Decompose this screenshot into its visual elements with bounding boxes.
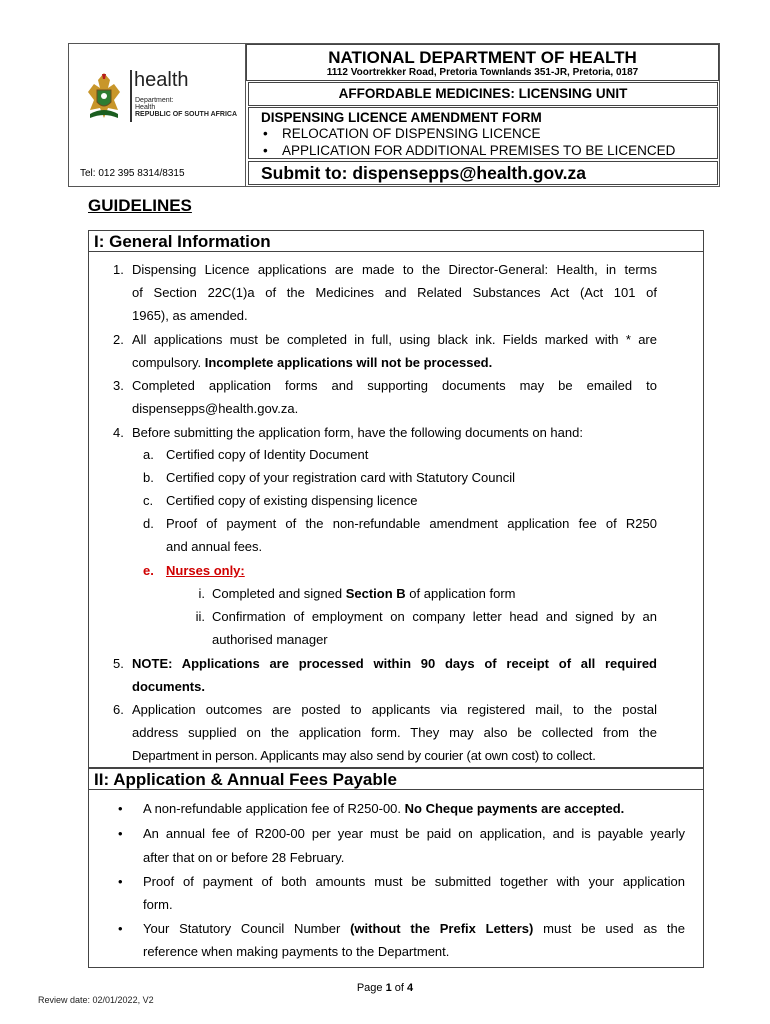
fee-annual-line2: after that on or before 28 February. <box>143 850 345 865</box>
form-type-list <box>259 125 717 159</box>
logo-dept-line1: Department: <box>135 97 174 104</box>
page-current: 1 <box>385 982 392 994</box>
item-3-email: dispensepps@health.gov.za. <box>132 401 299 416</box>
roman-label: i. <box>198 586 205 601</box>
item-number: 5. <box>113 656 124 671</box>
item-5-line2: documents. <box>132 679 205 694</box>
page-number <box>0 982 770 994</box>
item-1-line2: of Section 22C(1)a of the Medicines and Related Substances Act (Act 101 of <box>132 285 657 300</box>
item-2-text: compulsory. <box>132 355 205 370</box>
logo-dept-line3: REPUBLIC OF SOUTH AFRICA <box>135 111 238 118</box>
fee-reference-line1 <box>143 917 685 941</box>
item-2-line1: All applications must be completed in full, using black ink. Fields marked with * are <box>132 332 657 347</box>
logo-wordmark: health <box>134 69 189 91</box>
submit-box <box>248 161 718 185</box>
page-text: of <box>391 982 408 994</box>
sub-label: a. <box>143 447 154 462</box>
sub-label: d. <box>143 516 154 531</box>
form-title: DISPENSING LICENCE AMENDMENT FORM <box>261 110 542 125</box>
item-number: 2. <box>113 332 124 347</box>
fee-text: A non-refundable application fee of R250-00. <box>143 801 405 816</box>
item-1-line3: 1965), as amended. <box>132 308 248 323</box>
item-1-line1: Dispensing Licence applications are made to the Director-General: Health, in terms <box>132 262 657 277</box>
dept-address: 1112 Voortrekker Road, Pretoria Townlands 351-JR, Pretoria, 0187 <box>326 67 639 78</box>
dept-title-box <box>246 44 719 81</box>
item-number: 6. <box>113 702 124 717</box>
logo-divider <box>130 70 132 122</box>
nurses-employment-line1: Confirmation of employment on company letter head and signed by an <box>212 609 657 624</box>
section-heading: I: General Information <box>89 230 703 252</box>
nurses-only-heading: Nurses only: <box>166 563 245 578</box>
fee-text: Your Statutory Council Number <box>143 921 351 936</box>
bullet-icon: • <box>118 826 123 841</box>
sub-label: e. <box>143 563 154 578</box>
nurses-text: of application form <box>405 586 516 601</box>
unit-box <box>248 82 718 106</box>
page-text: Page <box>356 982 386 994</box>
fee-prefix-note: (without the Prefix Letters) <box>350 921 534 936</box>
doc-licence: Certified copy of existing dispensing licence <box>166 493 418 508</box>
item-6-line2: address supplied on the application form. They may also be collected from the <box>132 725 657 740</box>
coat-of-arms-icon <box>80 70 128 122</box>
item-number: 3. <box>113 378 124 393</box>
item-6-line1: Application outcomes are posted to applicants via registered mail, to the postal <box>132 702 657 717</box>
doc-identity: Certified copy of Identity Document <box>166 447 369 462</box>
item-3-line1: Completed application forms and supporting documents may be emailed to <box>132 378 657 393</box>
bullet-icon: • <box>118 801 123 816</box>
item-2-line2 <box>132 351 492 374</box>
fee-reference-line2: reference when making payments to the Department. <box>143 944 450 959</box>
fee-no-cheque: No Cheque payments are accepted. <box>404 801 625 816</box>
form-type-item: • RELOCATION OF DISPENSING LICENCE <box>259 125 717 142</box>
section-b-ref: Section B <box>345 586 406 601</box>
item-number: 4. <box>113 425 124 440</box>
fee-proof-line2: form. <box>143 897 173 912</box>
nurses-text: Completed and signed <box>212 586 346 601</box>
item-number: 1. <box>113 262 124 277</box>
page-total: 4 <box>407 982 414 994</box>
dept-title: NATIONAL DEPARTMENT OF HEALTH <box>328 48 637 67</box>
roman-label: ii. <box>195 609 205 624</box>
submit-email: Submit to: dispensepps@health.gov.za <box>261 163 586 183</box>
item-4-line1: Before submitting the application form, have the following documents on hand: <box>132 425 583 440</box>
item-5-line1: NOTE: Applications are processed within 90 days of receipt of all required <box>132 656 657 671</box>
fee-annual-line1: An annual fee of R200-00 per year must be paid on application, and is payable yearly <box>143 826 685 841</box>
review-date: Review date: 02/01/2022, V2 <box>38 995 154 1005</box>
doc-payment-line1: Proof of payment of the non-refundable amendment application fee of R250 <box>166 516 657 531</box>
bullet-icon: • <box>118 874 123 889</box>
doc-registration: Certified copy of your registration card with Statutory Council <box>166 470 515 485</box>
doc-payment-line2: and annual fees. <box>166 539 263 554</box>
logo-dept-line2: Health <box>135 104 156 111</box>
guidelines-title: GUIDELINES <box>88 196 192 215</box>
item-6-line3: Department in person. Applicants may also send by courier (at own cost) to collect. <box>132 748 596 763</box>
nurses-employment-line2: authorised manager <box>212 632 328 647</box>
section-heading: II: Application & Annual Fees Payable <box>89 768 703 790</box>
fee-text: must be used as the <box>533 921 685 936</box>
sub-label: c. <box>143 493 154 508</box>
telephone: Tel: 012 395 8314/8315 <box>80 168 185 179</box>
form-type-item: • APPLICATION FOR ADDITIONAL PREMISES TO BE LICENCED <box>259 142 717 159</box>
fee-application <box>143 797 624 821</box>
fee-proof-line1: Proof of payment of both amounts must be submitted together with your application <box>143 874 685 889</box>
sub-label: b. <box>143 470 154 485</box>
unit-title: AFFORDABLE MEDICINES: LICENSING UNIT <box>338 86 628 101</box>
bullet-icon: • <box>118 921 123 936</box>
item-2-warning: Incomplete applications will not be processed. <box>204 355 493 370</box>
form-title-box <box>248 107 718 159</box>
nurses-section-b <box>212 582 516 605</box>
